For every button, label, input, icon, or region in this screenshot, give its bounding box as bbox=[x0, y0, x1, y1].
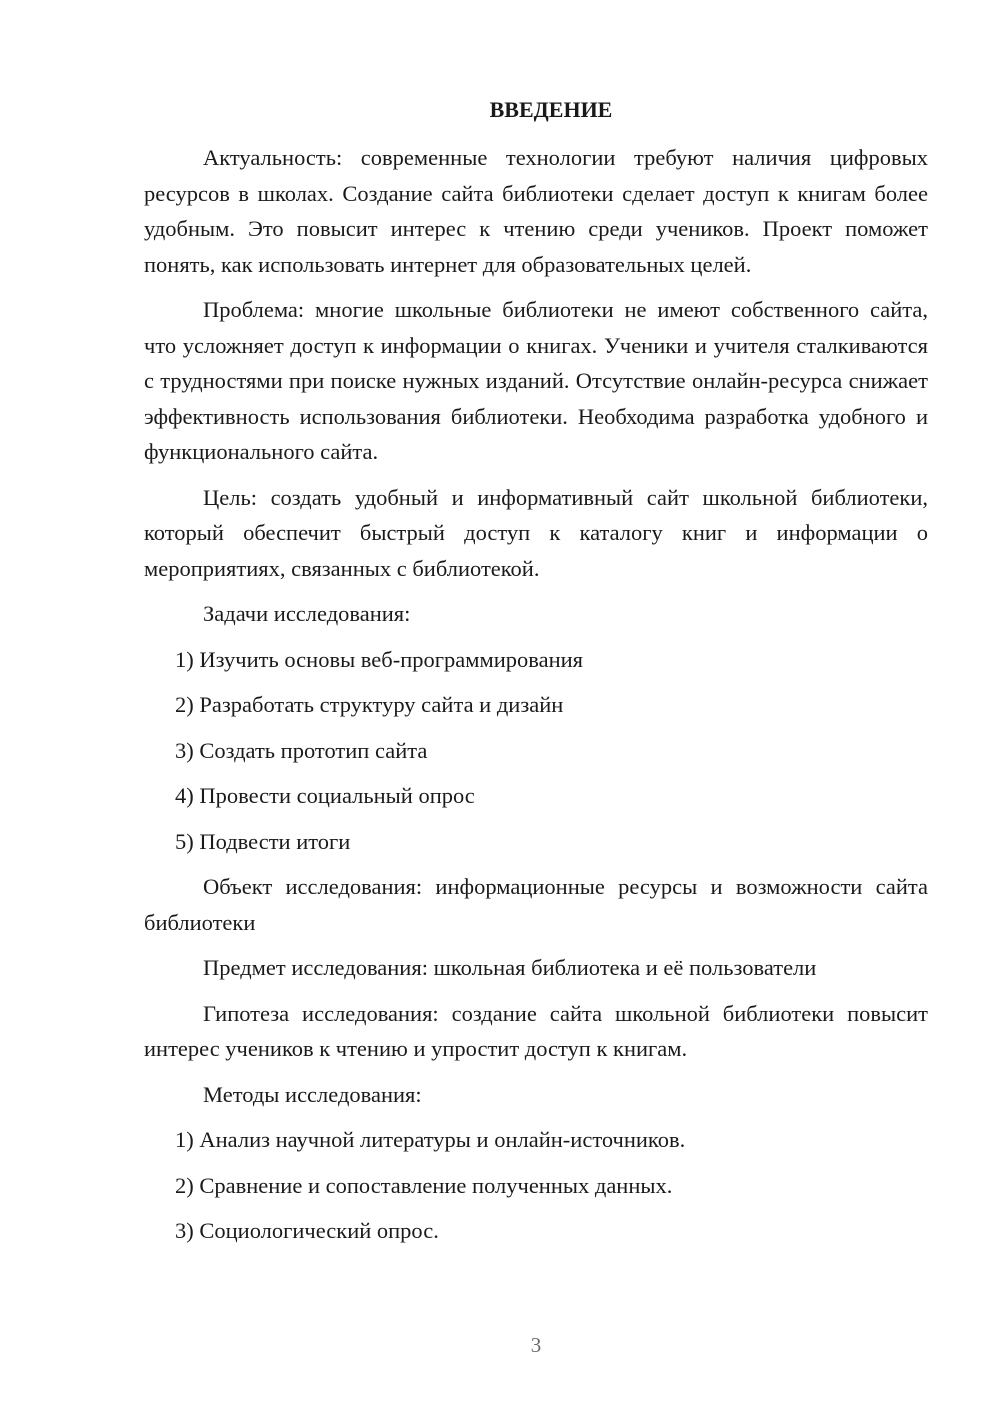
relevance-paragraph: Актуальность: современные технологии требуют наличия цифровых ресурсов в школах. Создание сайта библиотеки сделает доступ к книгам более удобным. Это повысит интерес к чтению среди учеников. Проект поможет понять, как использовать интернет для образовательных целей. bbox=[144, 145, 928, 277]
method-item: 1) Анализ научной литературы и онлайн-источников. bbox=[175, 1127, 686, 1152]
hypothesis-paragraph: Гипотеза исследования: создание сайта школьной библиотеки повысит интерес учеников к чтению и упростит доступ к книгам. bbox=[144, 1000, 928, 1061]
task-item: 2) Разработать структуру сайта и дизайн bbox=[175, 692, 564, 717]
methods-list bbox=[144, 1122, 928, 1249]
subject-paragraph: Предмет исследования: школьная библиотека и её пользователи bbox=[203, 955, 817, 980]
page-content bbox=[144, 92, 928, 1259]
task-item: 4) Провести социальный опрос bbox=[175, 783, 475, 808]
page-title: ВВЕДЕНИЕ bbox=[489, 97, 613, 122]
method-item: 2) Сравнение и сопоставление полученных данных. bbox=[175, 1172, 673, 1198]
tasks-heading: Задачи исследования: bbox=[203, 601, 411, 626]
method-item: 3) Социологический опрос. bbox=[175, 1218, 439, 1243]
task-item: 5) Подвести итоги bbox=[175, 828, 351, 854]
page-number: 3 bbox=[530, 1333, 542, 1357]
task-item: 3) Создать прототип сайта bbox=[175, 737, 428, 763]
object-paragraph: Объект исследования: информационные ресурсы и возможности сайта библиотеки bbox=[144, 874, 928, 935]
tasks-list bbox=[144, 642, 928, 860]
problem-paragraph: Проблема: многие школьные библиотеки не имеют собственного сайта, что усложняет доступ к информации о книгах. Ученики и учителя сталкиваются с трудностями при поиске нужных изданий. Отсутствие онлайн-ресурса снижает эффективность использования библиотеки. Необходима разработка удобного и функционального сайта. bbox=[144, 297, 928, 464]
task-item: 1) Изучить основы веб-программирования bbox=[175, 646, 583, 672]
goal-paragraph: Цель: создать удобный и информативный сайт школьной библиотеки, который обеспечит быстрый доступ к каталогу книг и информации о мероприятиях, связанных с библиотекой. bbox=[144, 484, 928, 581]
methods-heading: Методы исследования: bbox=[203, 1081, 422, 1107]
